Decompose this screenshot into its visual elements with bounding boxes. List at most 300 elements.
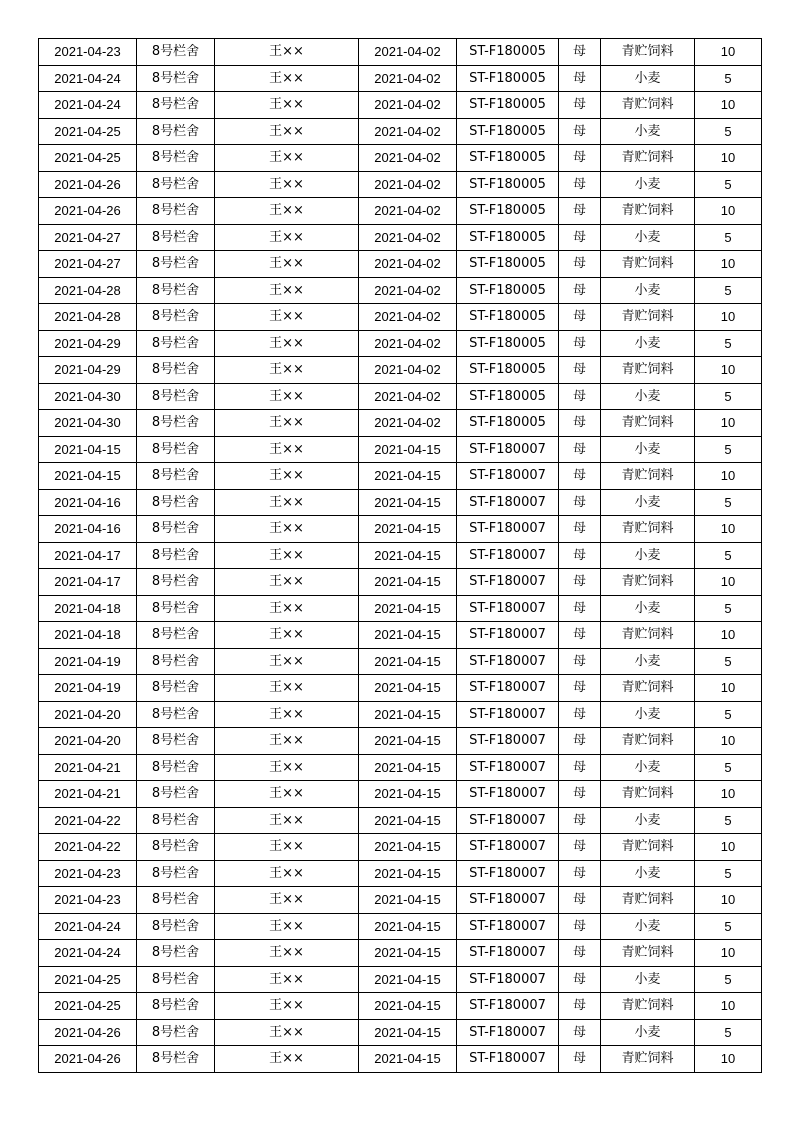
pen-cell: 8号栏舍: [137, 383, 215, 410]
feed-type-cell: 小麦: [601, 542, 695, 569]
animal-id-cell: ST-F180007: [457, 781, 559, 808]
animal-id-cell: ST-F180007: [457, 489, 559, 516]
feed-type-cell: 青贮饲料: [601, 834, 695, 861]
keeper-cell: 王××: [215, 92, 359, 119]
pen-cell: 8号栏舍: [137, 993, 215, 1020]
entry-date-cell: 2021-04-15: [359, 728, 457, 755]
sex-cell: 母: [559, 65, 601, 92]
feed-type-cell: 青贮饲料: [601, 993, 695, 1020]
table-row: [39, 118, 762, 145]
pen-cell: 8号栏舍: [137, 92, 215, 119]
sex-cell: 母: [559, 171, 601, 198]
entry-date-cell: 2021-04-15: [359, 622, 457, 649]
pen-cell: 8号栏舍: [137, 966, 215, 993]
quantity-cell: 10: [695, 993, 762, 1020]
entry-date-cell: 2021-04-15: [359, 516, 457, 543]
feed-type-cell: 青贮饲料: [601, 145, 695, 172]
keeper-cell: 王××: [215, 1019, 359, 1046]
keeper-cell: 王××: [215, 198, 359, 225]
table-row: [39, 569, 762, 596]
feed-date-cell: 2021-04-29: [39, 357, 137, 384]
entry-date-cell: 2021-04-02: [359, 383, 457, 410]
keeper-cell: 王××: [215, 251, 359, 278]
keeper-cell: 王××: [215, 966, 359, 993]
sex-cell: 母: [559, 145, 601, 172]
feed-date-cell: 2021-04-24: [39, 913, 137, 940]
pen-cell: 8号栏舍: [137, 277, 215, 304]
quantity-cell: 10: [695, 410, 762, 437]
keeper-cell: 王××: [215, 357, 359, 384]
feed-date-cell: 2021-04-29: [39, 330, 137, 357]
feed-date-cell: 2021-04-22: [39, 834, 137, 861]
feed-date-cell: 2021-04-23: [39, 39, 137, 66]
entry-date-cell: 2021-04-02: [359, 304, 457, 331]
table-row: [39, 993, 762, 1020]
feed-date-cell: 2021-04-16: [39, 489, 137, 516]
entry-date-cell: 2021-04-15: [359, 569, 457, 596]
animal-id-cell: ST-F180007: [457, 436, 559, 463]
quantity-cell: 5: [695, 913, 762, 940]
pen-cell: 8号栏舍: [137, 648, 215, 675]
sex-cell: 母: [559, 1019, 601, 1046]
feeding-record-table: [38, 38, 762, 1073]
pen-cell: 8号栏舍: [137, 754, 215, 781]
animal-id-cell: ST-F180005: [457, 92, 559, 119]
feed-date-cell: 2021-04-27: [39, 251, 137, 278]
keeper-cell: 王××: [215, 224, 359, 251]
animal-id-cell: ST-F180005: [457, 357, 559, 384]
pen-cell: 8号栏舍: [137, 807, 215, 834]
feed-date-cell: 2021-04-25: [39, 966, 137, 993]
table-row: [39, 1019, 762, 1046]
feed-date-cell: 2021-04-21: [39, 781, 137, 808]
keeper-cell: 王××: [215, 781, 359, 808]
quantity-cell: 5: [695, 65, 762, 92]
entry-date-cell: 2021-04-15: [359, 887, 457, 914]
entry-date-cell: 2021-04-02: [359, 92, 457, 119]
quantity-cell: 10: [695, 569, 762, 596]
animal-id-cell: ST-F180007: [457, 754, 559, 781]
quantity-cell: 5: [695, 754, 762, 781]
pen-cell: 8号栏舍: [137, 489, 215, 516]
entry-date-cell: 2021-04-15: [359, 807, 457, 834]
animal-id-cell: ST-F180005: [457, 65, 559, 92]
pen-cell: 8号栏舍: [137, 516, 215, 543]
table-row: [39, 887, 762, 914]
table-row: [39, 171, 762, 198]
keeper-cell: 王××: [215, 489, 359, 516]
quantity-cell: 5: [695, 966, 762, 993]
pen-cell: 8号栏舍: [137, 436, 215, 463]
keeper-cell: 王××: [215, 913, 359, 940]
quantity-cell: 5: [695, 383, 762, 410]
pen-cell: 8号栏舍: [137, 542, 215, 569]
animal-id-cell: ST-F180005: [457, 410, 559, 437]
table-row: [39, 304, 762, 331]
pen-cell: 8号栏舍: [137, 781, 215, 808]
feed-date-cell: 2021-04-24: [39, 940, 137, 967]
table-row: [39, 728, 762, 755]
pen-cell: 8号栏舍: [137, 410, 215, 437]
animal-id-cell: ST-F180005: [457, 171, 559, 198]
pen-cell: 8号栏舍: [137, 1046, 215, 1073]
sex-cell: 母: [559, 595, 601, 622]
entry-date-cell: 2021-04-02: [359, 39, 457, 66]
quantity-cell: 5: [695, 118, 762, 145]
sex-cell: 母: [559, 807, 601, 834]
table-row: [39, 516, 762, 543]
feed-date-cell: 2021-04-23: [39, 860, 137, 887]
animal-id-cell: ST-F180007: [457, 860, 559, 887]
table-row: [39, 595, 762, 622]
entry-date-cell: 2021-04-15: [359, 648, 457, 675]
entry-date-cell: 2021-04-15: [359, 436, 457, 463]
feed-type-cell: 小麦: [601, 224, 695, 251]
feed-date-cell: 2021-04-24: [39, 65, 137, 92]
animal-id-cell: ST-F180005: [457, 251, 559, 278]
feed-type-cell: 青贮饲料: [601, 887, 695, 914]
entry-date-cell: 2021-04-15: [359, 542, 457, 569]
table-row: [39, 807, 762, 834]
feed-date-cell: 2021-04-26: [39, 1046, 137, 1073]
table-row: [39, 648, 762, 675]
quantity-cell: 10: [695, 357, 762, 384]
quantity-cell: 10: [695, 251, 762, 278]
table-row: [39, 463, 762, 490]
sex-cell: 母: [559, 754, 601, 781]
entry-date-cell: 2021-04-15: [359, 463, 457, 490]
table-row: [39, 489, 762, 516]
sex-cell: 母: [559, 304, 601, 331]
quantity-cell: 5: [695, 436, 762, 463]
sex-cell: 母: [559, 357, 601, 384]
table-row: [39, 357, 762, 384]
keeper-cell: 王××: [215, 701, 359, 728]
table-row: [39, 834, 762, 861]
keeper-cell: 王××: [215, 860, 359, 887]
pen-cell: 8号栏舍: [137, 198, 215, 225]
feed-date-cell: 2021-04-16: [39, 516, 137, 543]
feed-type-cell: 青贮饲料: [601, 622, 695, 649]
pen-cell: 8号栏舍: [137, 39, 215, 66]
feed-type-cell: 小麦: [601, 701, 695, 728]
entry-date-cell: 2021-04-02: [359, 330, 457, 357]
feed-date-cell: 2021-04-19: [39, 675, 137, 702]
feed-type-cell: 小麦: [601, 436, 695, 463]
animal-id-cell: ST-F180007: [457, 569, 559, 596]
quantity-cell: 10: [695, 887, 762, 914]
quantity-cell: 5: [695, 224, 762, 251]
feed-type-cell: 小麦: [601, 913, 695, 940]
entry-date-cell: 2021-04-02: [359, 198, 457, 225]
sex-cell: 母: [559, 648, 601, 675]
table-body: [39, 39, 762, 1073]
keeper-cell: 王××: [215, 940, 359, 967]
animal-id-cell: ST-F180005: [457, 330, 559, 357]
animal-id-cell: ST-F180007: [457, 887, 559, 914]
sex-cell: 母: [559, 277, 601, 304]
pen-cell: 8号栏舍: [137, 834, 215, 861]
sex-cell: 母: [559, 410, 601, 437]
feed-date-cell: 2021-04-24: [39, 92, 137, 119]
quantity-cell: 10: [695, 728, 762, 755]
keeper-cell: 王××: [215, 754, 359, 781]
animal-id-cell: ST-F180007: [457, 516, 559, 543]
sex-cell: 母: [559, 330, 601, 357]
sex-cell: 母: [559, 887, 601, 914]
feed-type-cell: 小麦: [601, 330, 695, 357]
pen-cell: 8号栏舍: [137, 304, 215, 331]
entry-date-cell: 2021-04-15: [359, 781, 457, 808]
quantity-cell: 5: [695, 860, 762, 887]
entry-date-cell: 2021-04-15: [359, 966, 457, 993]
feed-type-cell: 小麦: [601, 383, 695, 410]
keeper-cell: 王××: [215, 569, 359, 596]
pen-cell: 8号栏舍: [137, 569, 215, 596]
feed-type-cell: 青贮饲料: [601, 675, 695, 702]
keeper-cell: 王××: [215, 330, 359, 357]
feed-date-cell: 2021-04-20: [39, 701, 137, 728]
sex-cell: 母: [559, 251, 601, 278]
feed-type-cell: 小麦: [601, 966, 695, 993]
animal-id-cell: ST-F180007: [457, 542, 559, 569]
feed-date-cell: 2021-04-19: [39, 648, 137, 675]
pen-cell: 8号栏舍: [137, 1019, 215, 1046]
quantity-cell: 10: [695, 1046, 762, 1073]
pen-cell: 8号栏舍: [137, 357, 215, 384]
quantity-cell: 10: [695, 39, 762, 66]
entry-date-cell: 2021-04-02: [359, 145, 457, 172]
sex-cell: 母: [559, 198, 601, 225]
sex-cell: 母: [559, 728, 601, 755]
entry-date-cell: 2021-04-02: [359, 357, 457, 384]
quantity-cell: 5: [695, 595, 762, 622]
animal-id-cell: ST-F180007: [457, 622, 559, 649]
entry-date-cell: 2021-04-15: [359, 754, 457, 781]
table-row: [39, 65, 762, 92]
feed-type-cell: 青贮饲料: [601, 251, 695, 278]
feed-date-cell: 2021-04-25: [39, 145, 137, 172]
feed-type-cell: 青贮饲料: [601, 516, 695, 543]
animal-id-cell: ST-F180007: [457, 701, 559, 728]
quantity-cell: 5: [695, 542, 762, 569]
keeper-cell: 王××: [215, 171, 359, 198]
sex-cell: 母: [559, 39, 601, 66]
entry-date-cell: 2021-04-02: [359, 224, 457, 251]
feed-date-cell: 2021-04-30: [39, 410, 137, 437]
keeper-cell: 王××: [215, 622, 359, 649]
animal-id-cell: ST-F180007: [457, 834, 559, 861]
sex-cell: 母: [559, 913, 601, 940]
sex-cell: 母: [559, 542, 601, 569]
entry-date-cell: 2021-04-15: [359, 993, 457, 1020]
keeper-cell: 王××: [215, 277, 359, 304]
table-row: [39, 198, 762, 225]
pen-cell: 8号栏舍: [137, 887, 215, 914]
table-row: [39, 781, 762, 808]
feed-date-cell: 2021-04-17: [39, 542, 137, 569]
feed-date-cell: 2021-04-20: [39, 728, 137, 755]
entry-date-cell: 2021-04-15: [359, 675, 457, 702]
table-row: [39, 622, 762, 649]
keeper-cell: 王××: [215, 1046, 359, 1073]
entry-date-cell: 2021-04-02: [359, 251, 457, 278]
feed-type-cell: 小麦: [601, 65, 695, 92]
quantity-cell: 10: [695, 675, 762, 702]
pen-cell: 8号栏舍: [137, 622, 215, 649]
keeper-cell: 王××: [215, 648, 359, 675]
entry-date-cell: 2021-04-15: [359, 489, 457, 516]
feed-date-cell: 2021-04-25: [39, 118, 137, 145]
entry-date-cell: 2021-04-02: [359, 65, 457, 92]
sex-cell: 母: [559, 966, 601, 993]
animal-id-cell: ST-F180005: [457, 304, 559, 331]
pen-cell: 8号栏舍: [137, 463, 215, 490]
quantity-cell: 10: [695, 781, 762, 808]
feed-date-cell: 2021-04-28: [39, 304, 137, 331]
keeper-cell: 王××: [215, 118, 359, 145]
quantity-cell: 10: [695, 940, 762, 967]
keeper-cell: 王××: [215, 436, 359, 463]
keeper-cell: 王××: [215, 887, 359, 914]
sex-cell: 母: [559, 489, 601, 516]
sex-cell: 母: [559, 860, 601, 887]
animal-id-cell: ST-F180007: [457, 1046, 559, 1073]
keeper-cell: 王××: [215, 595, 359, 622]
table-row: [39, 251, 762, 278]
entry-date-cell: 2021-04-15: [359, 595, 457, 622]
sex-cell: 母: [559, 834, 601, 861]
feed-type-cell: 青贮饲料: [601, 728, 695, 755]
feed-type-cell: 青贮饲料: [601, 357, 695, 384]
table-row: [39, 410, 762, 437]
feed-date-cell: 2021-04-26: [39, 1019, 137, 1046]
sex-cell: 母: [559, 516, 601, 543]
quantity-cell: 10: [695, 463, 762, 490]
sex-cell: 母: [559, 622, 601, 649]
pen-cell: 8号栏舍: [137, 701, 215, 728]
feed-type-cell: 小麦: [601, 595, 695, 622]
table-row: [39, 1046, 762, 1073]
animal-id-cell: ST-F180005: [457, 224, 559, 251]
feed-type-cell: 青贮饲料: [601, 304, 695, 331]
quantity-cell: 5: [695, 171, 762, 198]
feed-type-cell: 小麦: [601, 277, 695, 304]
entry-date-cell: 2021-04-15: [359, 701, 457, 728]
feed-type-cell: 小麦: [601, 118, 695, 145]
pen-cell: 8号栏舍: [137, 224, 215, 251]
entry-date-cell: 2021-04-15: [359, 940, 457, 967]
feed-type-cell: 青贮饲料: [601, 781, 695, 808]
entry-date-cell: 2021-04-02: [359, 171, 457, 198]
feed-date-cell: 2021-04-28: [39, 277, 137, 304]
table-row: [39, 330, 762, 357]
feed-type-cell: 小麦: [601, 489, 695, 516]
entry-date-cell: 2021-04-15: [359, 834, 457, 861]
quantity-cell: 10: [695, 198, 762, 225]
animal-id-cell: ST-F180007: [457, 648, 559, 675]
animal-id-cell: ST-F180007: [457, 1019, 559, 1046]
table-row: [39, 542, 762, 569]
sex-cell: 母: [559, 701, 601, 728]
pen-cell: 8号栏舍: [137, 940, 215, 967]
feed-date-cell: 2021-04-22: [39, 807, 137, 834]
entry-date-cell: 2021-04-02: [359, 277, 457, 304]
feed-type-cell: 小麦: [601, 860, 695, 887]
sex-cell: 母: [559, 569, 601, 596]
sex-cell: 母: [559, 436, 601, 463]
keeper-cell: 王××: [215, 993, 359, 1020]
keeper-cell: 王××: [215, 728, 359, 755]
feed-type-cell: 小麦: [601, 648, 695, 675]
quantity-cell: 5: [695, 489, 762, 516]
animal-id-cell: ST-F180005: [457, 277, 559, 304]
feed-date-cell: 2021-04-26: [39, 198, 137, 225]
animal-id-cell: ST-F180005: [457, 383, 559, 410]
feed-type-cell: 小麦: [601, 1019, 695, 1046]
pen-cell: 8号栏舍: [137, 145, 215, 172]
animal-id-cell: ST-F180007: [457, 675, 559, 702]
pen-cell: 8号栏舍: [137, 595, 215, 622]
table-row: [39, 701, 762, 728]
pen-cell: 8号栏舍: [137, 860, 215, 887]
table-row: [39, 277, 762, 304]
quantity-cell: 10: [695, 834, 762, 861]
table-row: [39, 860, 762, 887]
table-row: [39, 913, 762, 940]
entry-date-cell: 2021-04-15: [359, 860, 457, 887]
keeper-cell: 王××: [215, 463, 359, 490]
quantity-cell: 5: [695, 807, 762, 834]
animal-id-cell: ST-F180007: [457, 940, 559, 967]
keeper-cell: 王××: [215, 304, 359, 331]
keeper-cell: 王××: [215, 516, 359, 543]
sex-cell: 母: [559, 383, 601, 410]
pen-cell: 8号栏舍: [137, 330, 215, 357]
keeper-cell: 王××: [215, 383, 359, 410]
animal-id-cell: ST-F180005: [457, 145, 559, 172]
animal-id-cell: ST-F180007: [457, 966, 559, 993]
table-row: [39, 940, 762, 967]
feed-date-cell: 2021-04-26: [39, 171, 137, 198]
feed-type-cell: 青贮饲料: [601, 1046, 695, 1073]
keeper-cell: 王××: [215, 39, 359, 66]
keeper-cell: 王××: [215, 834, 359, 861]
animal-id-cell: ST-F180005: [457, 118, 559, 145]
table-row: [39, 436, 762, 463]
sex-cell: 母: [559, 993, 601, 1020]
feed-date-cell: 2021-04-27: [39, 224, 137, 251]
entry-date-cell: 2021-04-15: [359, 1019, 457, 1046]
feed-date-cell: 2021-04-23: [39, 887, 137, 914]
quantity-cell: 5: [695, 648, 762, 675]
animal-id-cell: ST-F180005: [457, 39, 559, 66]
quantity-cell: 5: [695, 701, 762, 728]
feed-date-cell: 2021-04-15: [39, 436, 137, 463]
feed-type-cell: 青贮饲料: [601, 198, 695, 225]
table-row: [39, 224, 762, 251]
quantity-cell: 10: [695, 304, 762, 331]
keeper-cell: 王××: [215, 145, 359, 172]
feed-type-cell: 小麦: [601, 807, 695, 834]
feed-type-cell: 青贮饲料: [601, 410, 695, 437]
pen-cell: 8号栏舍: [137, 913, 215, 940]
keeper-cell: 王××: [215, 807, 359, 834]
pen-cell: 8号栏舍: [137, 118, 215, 145]
sex-cell: 母: [559, 224, 601, 251]
feed-date-cell: 2021-04-18: [39, 622, 137, 649]
entry-date-cell: 2021-04-15: [359, 1046, 457, 1073]
